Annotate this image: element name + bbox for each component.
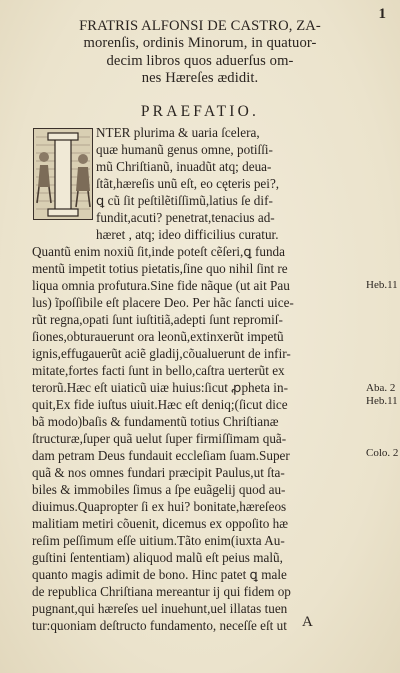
text-line: Quantũ enim noxiũ ſit,inde poteſt cẽſeri,ꝗ funda bbox=[32, 244, 286, 259]
text-line: ſtructuræ,ſuper quã uelut ſuper firmiſſimam quã- bbox=[32, 431, 287, 446]
text-line: NTER plurima & uaria ſcelera, bbox=[96, 125, 260, 140]
text-line: bã modo)baſis & fundamentũ totius Chriſtianæ bbox=[32, 414, 279, 429]
text-line: ignis,effugauerũt aciẽ gladij,cõualuerunt de infir- bbox=[32, 346, 291, 361]
text-line: quit,Ex fide iuſtus uiuit.Hæc eſt deniq;(ſicut dice bbox=[32, 397, 288, 412]
text-line: ſtãt,hæreſis unũ eſt, eo cęteris pei?, bbox=[96, 176, 280, 191]
text-line: de republica Chriſtiana mereantur ij qui fidem op bbox=[32, 584, 291, 599]
text-line: reſim peſſimum eſſe uitium.Tãto enim(iuxta Au- bbox=[32, 533, 285, 548]
page-number: 1 bbox=[378, 6, 386, 22]
margin-note: Heb.11 bbox=[366, 279, 398, 291]
text-line: quanto magis adimit de bono. Hinc patet ꝗ male bbox=[32, 567, 287, 582]
text-line: liqua omnia profutura.Sine fide nãque (ut ait Pau bbox=[32, 278, 290, 293]
text-line: terorũ.Hæc eſt uiaticũ uiæ huius:ſicut ꝓpheta in- bbox=[32, 380, 288, 395]
text-line: tur:quoniam deſtructo fundamento, neceſſe eſt ut bbox=[32, 618, 287, 633]
title-block bbox=[0, 18, 400, 88]
margin-note: Aba. 2 bbox=[366, 382, 396, 394]
margin-note: Colo. 2 bbox=[366, 447, 399, 459]
text-line: mũ Chriſtianũ, inuadũt atq; deua- bbox=[96, 159, 272, 174]
margin-note: Heb.11 bbox=[366, 395, 398, 407]
text-line: mitate,fortes facti ſunt in bello,caſtra uerterũt ex bbox=[32, 363, 285, 378]
text-line: pugnant,qui hæreſes uel inuehunt,uel illatas tuen bbox=[32, 601, 288, 616]
text-line: diuimus.Quapropter ſi ex hui? bonitate,hæreſeos bbox=[32, 499, 287, 514]
text-line: ꝗ cũ ſit peſtilẽtiſſimũ,latius ſe dif- bbox=[96, 193, 273, 208]
decorated-initial-i-image bbox=[33, 128, 93, 220]
section-heading: PRAEFATIO. bbox=[140, 103, 260, 120]
text-line: malitiam metiri cõuenit, dicemus ex oppoſito hæ bbox=[32, 516, 289, 531]
text-line: lus) ĩpoſſibile eſt placere Deo. Per hãc ſancti uice- bbox=[32, 295, 294, 310]
title-line: nes Hæreſes ædidit. bbox=[141, 70, 259, 87]
title-line: decim libros quos aduerſus om- bbox=[106, 52, 294, 69]
text-line: hæret , atq; ideo difficilius curatur. bbox=[96, 227, 279, 242]
text-line: ſiones,obturauerunt ora leonũ,extinxerũt impetũ bbox=[32, 329, 284, 344]
text-line: quæ humanũ genus omne, potiſſi- bbox=[96, 142, 273, 157]
text-line: guſtini ſententiam) aliquod malũ eſt peius malũ, bbox=[32, 550, 283, 565]
text-line: dam petram Deus fundauit eccleſiam ſuam.Super bbox=[32, 448, 290, 463]
text-line: mentũ impetit totius pietatis,ſine quo nihil ſint re bbox=[32, 261, 288, 276]
text-line: fundit,acuti? penetrat,tenacius ad- bbox=[96, 210, 275, 225]
title-line: morenſis, ordinis Minorum, in quatuor- bbox=[83, 35, 317, 52]
text-line: quã & nos omnes fundari præcipit Paulus,ut ſta- bbox=[32, 465, 285, 480]
signature-mark: A bbox=[302, 614, 313, 630]
text-line: biles & immobiles ſimus a ſpe euãgelij quod au- bbox=[32, 482, 286, 497]
title-line: FRATRIS ALFONSI DE CASTRO, ZA- bbox=[79, 18, 321, 34]
text-line: rũt regna,opati ſunt iuſtitiã,adepti ſunt repromiſ- bbox=[32, 312, 283, 327]
